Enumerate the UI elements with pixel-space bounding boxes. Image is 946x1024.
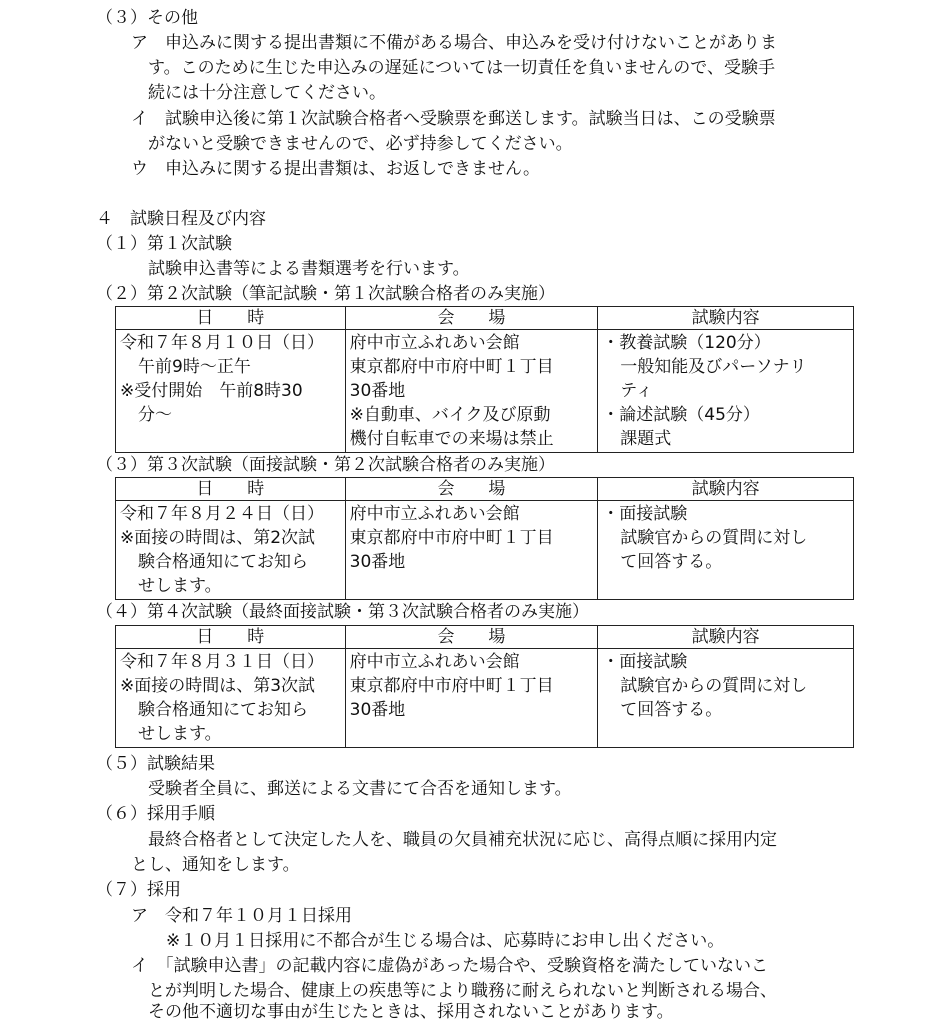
venue-name: 府中市立ふれあい会館	[349, 333, 520, 353]
result-heading: （５）試験結果	[96, 754, 215, 774]
hiring-i-line-3: その他不適切な事由が生じたときは、採用されないことがあります。	[148, 1002, 674, 1022]
date-header: 日 時	[116, 307, 346, 330]
hiring-a-line: ア 令和７年１０月１日採用	[131, 906, 352, 926]
venue-address: 東京都府中市府中町１丁目	[349, 357, 554, 377]
content-header: 試験内容	[598, 307, 854, 330]
second-exam-heading: （２）第２次試験（筆記試験・第１次試験合格者のみ実施）	[96, 284, 555, 304]
venue-address: 東京都府中市府中町１丁目	[349, 676, 554, 696]
reception-note-line: ※受付開始 午前8時30	[120, 381, 303, 401]
interview-note-line: せします。	[138, 576, 222, 596]
interview-note-line: ※面接の時間は、第2次試	[120, 528, 316, 548]
content-line: 試験官からの質問に対し	[620, 676, 808, 696]
first-exam-body: 試験申込書等による書類選考を行います。	[148, 259, 470, 279]
fourth-exam-table	[115, 625, 854, 748]
interview-note-line: 験合格通知にてお知ら	[138, 700, 308, 720]
date-line: 令和７年８月１０日（日）	[120, 333, 324, 353]
venue-note: 機付自転車での来場は禁止	[349, 429, 554, 449]
venue-cell	[345, 501, 598, 600]
date-line: 令和７年８月２４日（日）	[120, 504, 324, 524]
content-line: ・面接試験	[602, 652, 688, 672]
interview-note-line: ※面接の時間は、第3次試	[120, 676, 316, 696]
date-cell	[116, 649, 346, 748]
item-i-line-1: イ 試験申込後に第１次試験合格者へ受験票を郵送します。試験当日は、この受験票	[131, 109, 776, 129]
third-exam-table	[115, 477, 854, 600]
date-header: 日 時	[116, 626, 346, 649]
venue-address: 30番地	[349, 381, 406, 401]
table-header-row	[116, 478, 854, 501]
interview-note-line: せします。	[138, 724, 222, 744]
venue-cell	[345, 649, 598, 748]
content-line: て回答する。	[620, 552, 723, 572]
venue-name: 府中市立ふれあい会館	[349, 652, 520, 672]
venue-header: 会 場	[345, 478, 598, 501]
venue-address: 30番地	[349, 700, 406, 720]
hiring-i-line-2: とが判明した場合、健康上の疾患等により職務に耐えられないと判断される場合、	[148, 981, 777, 1001]
content-cell	[598, 330, 854, 453]
venue-address: 東京都府中市府中町１丁目	[349, 528, 554, 548]
venue-name: 府中市立ふれあい会館	[349, 504, 520, 524]
content-cell	[598, 501, 854, 600]
content-line: ・面接試験	[602, 504, 688, 524]
venue-header: 会 場	[345, 626, 598, 649]
section-3-other-heading: （３）その他	[96, 8, 198, 28]
fourth-exam-heading: （４）第４次試験（最終面接試験・第３次試験合格者のみ実施）	[96, 602, 589, 622]
result-body: 受験者全員に、郵送による文書にて合否を通知します。	[148, 779, 572, 799]
content-line: ティ	[620, 381, 653, 401]
table-row	[116, 649, 854, 748]
table-row	[116, 330, 854, 453]
content-line: て回答する。	[620, 700, 723, 720]
content-cell	[598, 649, 854, 748]
content-line: 課題式	[620, 429, 672, 449]
section-4-heading: ４ 試験日程及び内容	[96, 209, 266, 229]
content-line: ・論述試験（45分）	[602, 405, 760, 425]
second-exam-table	[115, 306, 854, 453]
procedure-line-1: 最終合格者として決定した人を、職員の欠員補充状況に応じ、高得点順に採用内定	[148, 830, 777, 850]
date-cell	[116, 330, 346, 453]
item-a-line-3: 続には十分注意してください。	[148, 83, 386, 103]
venue-address: 30番地	[349, 552, 406, 572]
table-header-row	[116, 626, 854, 649]
procedure-line-2: とし、通知をします。	[131, 855, 300, 875]
interview-note-line: 験合格通知にてお知ら	[138, 552, 308, 572]
third-exam-heading: （３）第３次試験（面接試験・第２次試験合格者のみ実施）	[96, 455, 555, 475]
content-line: 試験官からの質問に対し	[620, 528, 808, 548]
item-a-line-2: す。このために生じた申込みの遅延については一切責任を負いませんので、受験手	[148, 58, 775, 78]
time-line: 午前9時～正午	[138, 357, 251, 377]
content-header: 試験内容	[598, 626, 854, 649]
hiring-a-note: ※１０月１日採用に不都合が生じる場合は、応募時にお申し出ください。	[166, 931, 725, 951]
item-a-line-1: ア 申込みに関する提出書類に不備がある場合、申込みを受け付けないことがありま	[131, 33, 777, 53]
hiring-heading: （７）採用	[96, 880, 181, 900]
item-i-line-2: がないと受験できませんので、必ず持参してください。	[148, 134, 573, 154]
date-header: 日 時	[116, 478, 346, 501]
item-u-line-1: ウ 申込みに関する提出書類は、お返しできません。	[131, 159, 541, 179]
venue-note: ※自動車、バイク及び原動	[349, 405, 551, 425]
date-cell	[116, 501, 346, 600]
venue-header: 会 場	[345, 307, 598, 330]
content-header: 試験内容	[598, 478, 854, 501]
first-exam-heading: （１）第１次試験	[96, 234, 232, 254]
content-line: 一般知能及びパーソナリ	[620, 357, 807, 377]
content-line: ・教養試験（120分）	[602, 333, 771, 353]
table-header-row	[116, 307, 854, 330]
reception-note-line: 分～	[138, 405, 172, 425]
procedure-heading: （６）採用手順	[96, 804, 215, 824]
hiring-i-line-1: イ 「試験申込書」の記載内容に虚偽があった場合や、受験資格を満たしていないこ	[131, 956, 768, 976]
date-line: 令和７年８月３１日（日）	[120, 652, 324, 672]
venue-cell	[345, 330, 598, 453]
table-row	[116, 501, 854, 600]
